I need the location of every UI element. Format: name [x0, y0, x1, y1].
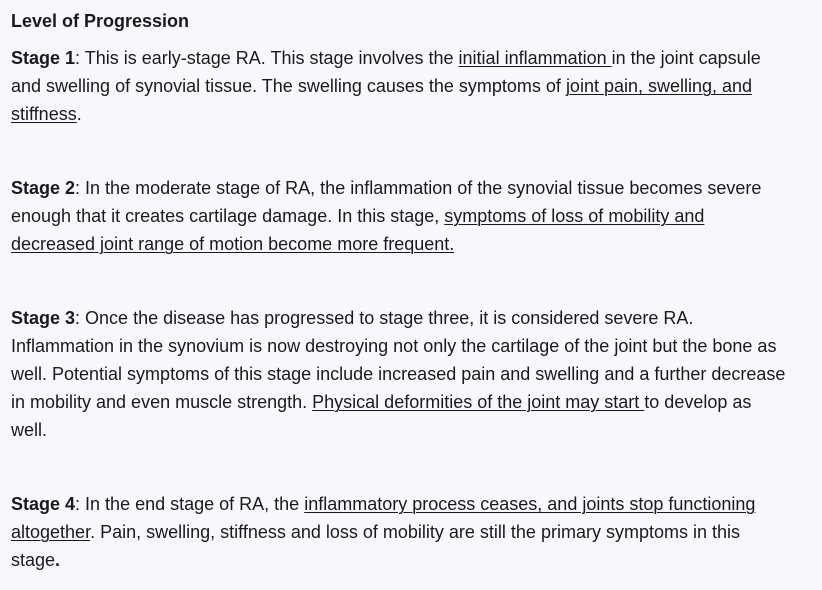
stage-4-text-a: In the end stage of RA, the [85, 494, 305, 514]
stage-1-text-c: . [76, 104, 82, 124]
stage-3-link-physical-deformities[interactable]: Physical deformities of the joint may start [312, 392, 645, 412]
stage-3-text-b: to develop as well. [11, 392, 752, 440]
stage-4-text-c: . [55, 550, 61, 570]
stage-3-label: Stage 3 [11, 308, 76, 328]
stage-4-paragraph [11, 490, 790, 574]
stage-1-link-joint-pain[interactable]: joint pain, swelling, and stiffness [11, 76, 753, 124]
stage-1-label: Stage 1 [11, 48, 76, 68]
stage-1-text-b: in the joint capsule and swelling of synovial tissue. The swelling causes the symptoms of [11, 48, 761, 96]
stage-4-label: Stage 4 [11, 494, 76, 514]
page-title: Level of Progression [11, 11, 190, 31]
stage-3-text-a: Once the disease has progressed to stage three, it is considered severe RA. Inflammation in the synovium is now destroying not only the cartilage of the joint but the bone as well. Potential symptoms of this stage include increased pain and swelling and a further decrease in mobility and even muscle strength. [11, 308, 786, 412]
stage-2-paragraph [11, 174, 790, 258]
stage-4-colon: : [75, 494, 86, 514]
stage-1-colon: : [75, 48, 85, 68]
stage-4-text-b: . Pain, swelling, stiffness and loss of mobility are still the primary symptoms in this stage [11, 522, 740, 570]
stage-2-colon: : [75, 178, 86, 198]
stage-3-paragraph [11, 304, 790, 444]
stage-1-text-a: This is early-stage RA. This stage involves the [84, 48, 459, 68]
stage-2-text-a: In the moderate stage of RA, the inflammation of the synovial tissue becomes severe enough that it creates cartilage damage. In this stage, [11, 178, 762, 226]
stage-2-link-loss-of-mobility[interactable]: symptoms of loss of mobility and decreased joint range of motion become more frequent. [11, 206, 705, 254]
stage-3-colon: : [75, 308, 86, 328]
stage-2-label: Stage 2 [11, 178, 76, 198]
stage-1-link-initial-inflammation[interactable]: initial inflammation [458, 48, 612, 68]
stage-1-paragraph [11, 44, 790, 128]
stage-4-link-inflammatory-process[interactable]: inflammatory process ceases, and joints stop functioning altogether [11, 494, 756, 542]
